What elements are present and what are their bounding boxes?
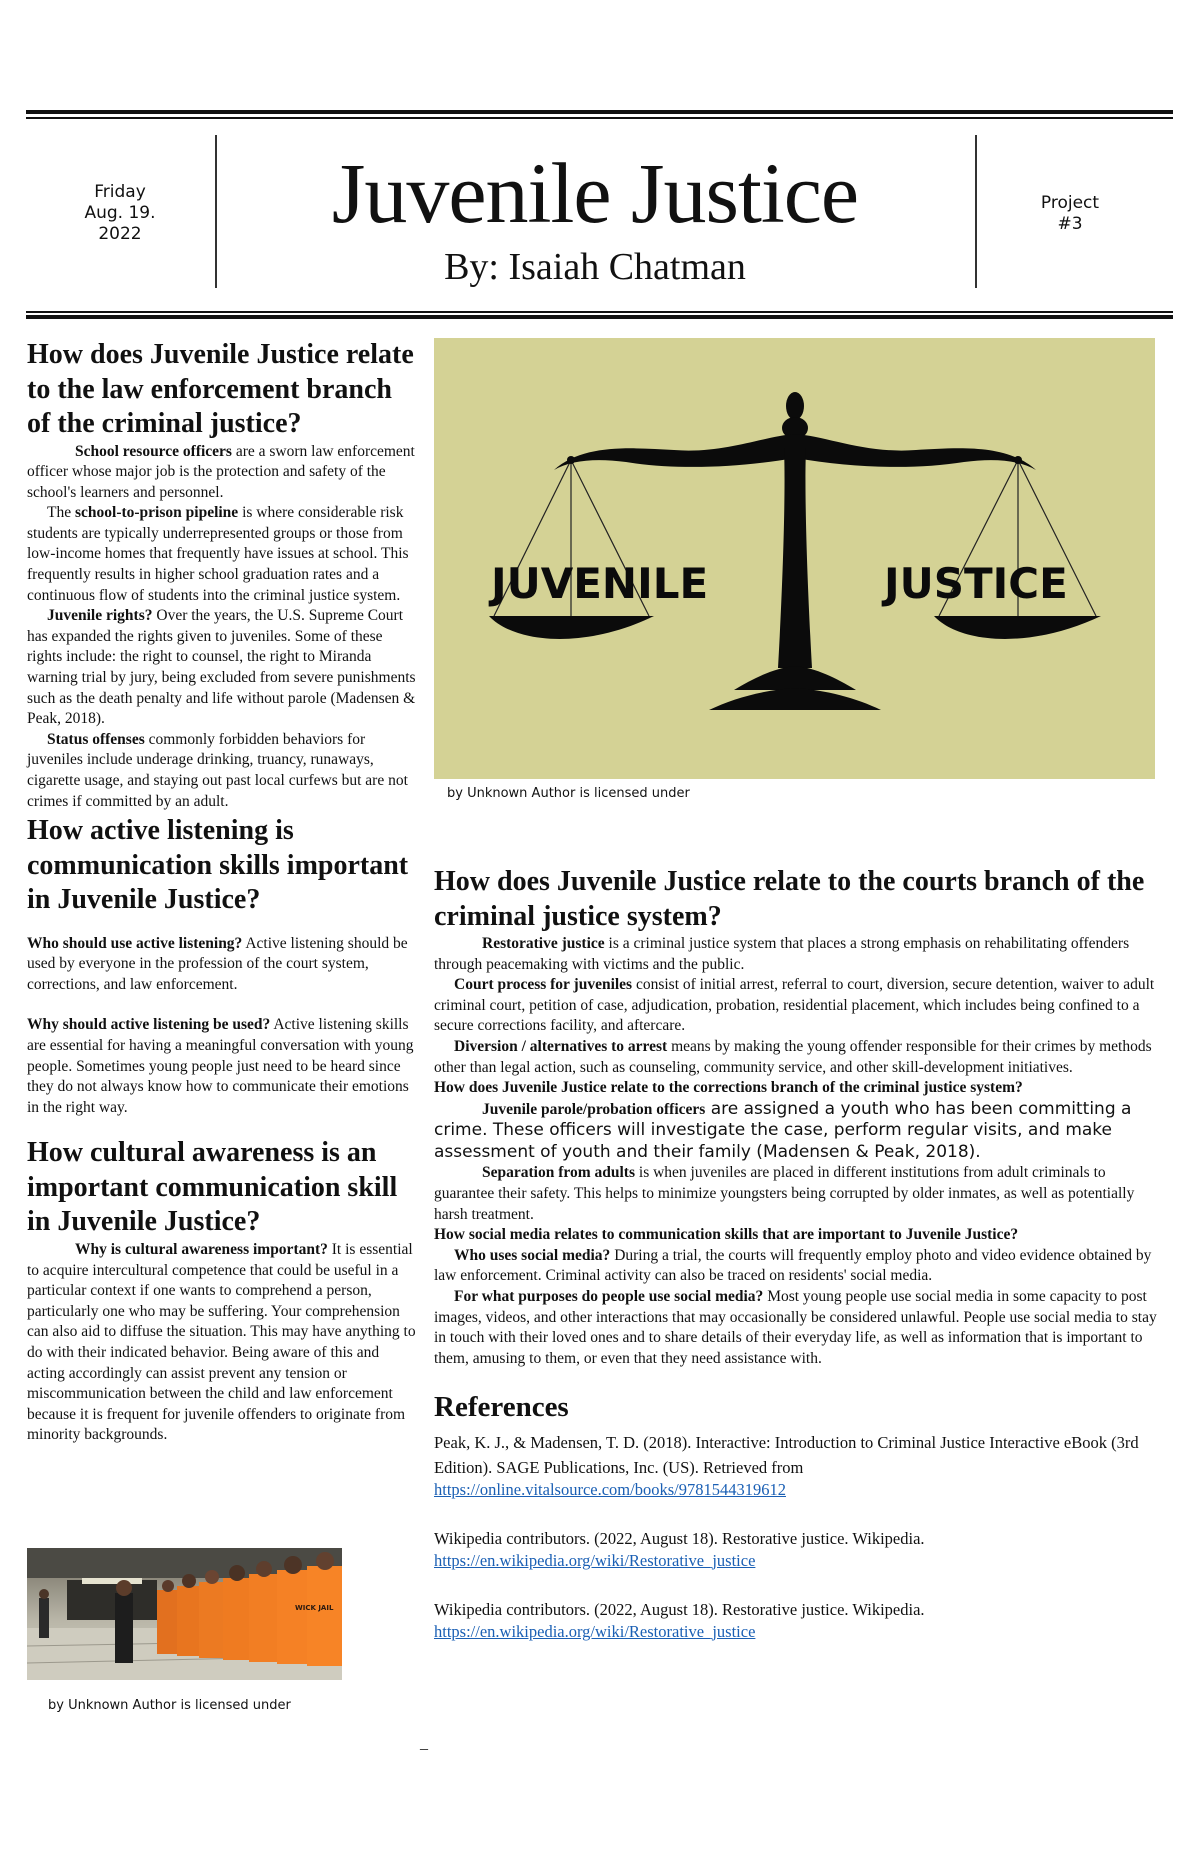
top-rule: [26, 110, 1173, 114]
project-text: Project: [1040, 193, 1100, 213]
reference-item: [434, 1430, 1166, 1500]
jail-photo-graphic: [27, 1548, 342, 1680]
term: School resource officers: [75, 442, 232, 460]
term: Restorative justice: [482, 935, 605, 952]
term: Separation from adults: [482, 1164, 636, 1182]
law-enforcement-heading: How does Juvenile Justice relate to the law enforcement branch of the criminal justice?: [27, 339, 414, 439]
answer: Active listening skills are essential for having a meaningful conversation with young people. Sometimes young people just need to be heard since they do not always know how to communicate their emotions in the right way.: [27, 1016, 414, 1116]
term: Juvenile parole/probation officers: [482, 1100, 706, 1118]
text: consist of initial arrest, referral to court, diversion, secure detention, waiver to adult criminal court, petition of case, adjudication, probation, residential placement, which includes being confined to a secure corrections facility, and aftercare.: [434, 976, 1155, 1035]
issue-year: 2022: [98, 224, 142, 244]
header-bottom-rule-thin: [26, 311, 1173, 313]
term: For what purposes do people use social media?: [454, 1287, 764, 1305]
courts-p2: [434, 975, 1166, 1037]
issue-date-text: Aug. 19.: [84, 203, 156, 223]
answer: Active listening should be used by everyone in the profession of the court system, corrections, and law enforcement.: [27, 934, 408, 993]
courts-p3: [434, 1037, 1166, 1078]
left-column: [27, 338, 420, 1446]
text: Most young people use social media in some capacity to post images, videos, and other interactions that may occasionally be considered unlawful. People use social media to stay in touch with their loved ones and to share details of their everyday life, as well as information that is important to them, amusing to them, or even that they need assistance with.: [434, 1287, 1157, 1367]
scales-graphic: [434, 338, 1155, 779]
corrections-p1: [434, 1099, 1166, 1164]
courts-heading: How does Juvenile Justice relate to the courts branch of the criminal justice system?: [434, 866, 1145, 932]
text: commonly forbidden behaviors for juveniles include underage drinking, truancy, runaways, cigarette usage, and staying out past local curfews but are not crimes if committed by an adult.: [27, 730, 408, 810]
jail-photo: [27, 1548, 342, 1680]
text: The: [47, 504, 75, 522]
corrections-p2: [434, 1163, 1166, 1225]
issue-date: [70, 182, 170, 245]
text: means by making the young offender responsible for their crimes by methods other than legal action, such as counseling, community service, and other skill-development initiatives.: [434, 1037, 1152, 1076]
text: are a sworn law enforcement officer whose major job is the protection and safety of the school's learners and personnel.: [27, 442, 415, 501]
header-divider-right: [975, 135, 977, 288]
law-enforcement-p3: [27, 606, 420, 730]
footer-mark: _: [420, 1735, 428, 1752]
law-enforcement-p2: [27, 503, 420, 606]
term: Status offenses: [47, 730, 145, 748]
question: Why is cultural awareness important?: [75, 1240, 328, 1258]
reference-item: [434, 1597, 1166, 1642]
reference-link[interactable]: https://en.wikipedia.org/wiki/Restorative_justice: [434, 1622, 756, 1642]
active-listening-p2: [27, 1015, 420, 1118]
project-label: [1020, 193, 1120, 235]
reference-link[interactable]: https://online.vitalsource.com/books/9781544319612: [434, 1480, 786, 1500]
header-divider-left: [215, 135, 217, 288]
text: is a criminal justice system that places a strong emphasis on rehabilitating offenders through peacemaking with victims and the public.: [434, 935, 1130, 973]
social-media-p2: [434, 1287, 1166, 1369]
project-number: #3: [1057, 214, 1083, 234]
reference-link[interactable]: https://en.wikipedia.org/wiki/Restorative_justice: [434, 1551, 756, 1571]
right-column: [434, 865, 1166, 1642]
text: are assigned a youth who has been committing a crime. These officers will investigate the case, perform regular visits, and make assessment of youth and their family (Madensen & Peak, 2018).: [434, 1098, 1132, 1162]
header-bottom-rule: [26, 315, 1173, 319]
reference-text: Wikipedia contributors. (2022, August 18). Restorative justice. Wikipedia.: [434, 1600, 925, 1620]
text: is where considerable risk students are typically underrepresented groups or those from low-income homes that frequently have issues at school. This frequently results in higher school graduation rates and a continuous flow of students into the criminal justice system.: [27, 504, 409, 604]
reference-text: Wikipedia contributors. (2022, August 18). Restorative justice. Wikipedia.: [434, 1529, 925, 1549]
corrections-heading: How does Juvenile Justice relate to the corrections branch of the criminal justice system?: [434, 1079, 1023, 1097]
question: Who should use active listening?: [27, 934, 243, 952]
law-enforcement-p4: [27, 730, 420, 812]
issue-day: Friday: [94, 182, 146, 202]
scales-image: [434, 338, 1155, 779]
scales-icon: [489, 392, 1101, 710]
term: school-to-prison pipeline: [74, 504, 239, 522]
cultural-awareness-p1: [27, 1240, 420, 1446]
reference-item: [434, 1526, 1166, 1571]
scales-left-word: JUVENILE: [491, 559, 709, 608]
answer: It is essential to acquire intercultural competence that could be useful in a particular context if one wants to comprehend a person, particularly one who may be suffering. Your comprehension can also aid to diffuse the situation. This may have anything to do with their indicated behavior. Being aware of this and acting accordingly can assist prevent any tension or miscommunication between the child and law enforcement because it is frequent for juvenile offenders to originate from minority backgrounds.: [27, 1240, 416, 1444]
term: Diversion / alternatives to arrest: [454, 1037, 668, 1055]
scales-image-caption: by Unknown Author is licensed under: [447, 786, 690, 801]
law-enforcement-p1: [27, 442, 420, 504]
scales-right-word: JUSTICE: [884, 559, 1068, 608]
jail-label: WICK JAIL: [295, 1604, 334, 1612]
jail-photo-caption: by Unknown Author is licensed under: [48, 1698, 291, 1713]
term: Who uses social media?: [454, 1246, 611, 1264]
reference-text: Peak, K. J., & Madensen, T. D. (2018). Interactive: Introduction to Criminal Justice Interactive eBook (3rd Edition). SAGE Publications, Inc. (US). Retrieved from: [434, 1433, 1139, 1478]
active-listening-p1: [27, 934, 420, 996]
text: During a trial, the courts will frequently employ photo and video evidence obtained by law enforcement. Criminal activity can also be traced on residents' social media.: [434, 1246, 1152, 1285]
page-title: Juvenile Justice: [331, 145, 859, 241]
question: Why should active listening be used?: [27, 1016, 271, 1034]
text: Over the years, the U.S. Supreme Court has expanded the rights given to juveniles. Some of these rights include: the right to counsel, the right to Miranda warning trial by jury, being excluded from severe punishments such as the death penalty and life without parole (Madensen & Peak, 2018).: [27, 607, 416, 728]
references-list: [434, 1430, 1166, 1642]
active-listening-heading: How active listening is communication skills important in Juvenile Justice?: [27, 815, 409, 916]
social-media-p1: [434, 1246, 1166, 1287]
text: is when juveniles are placed in different institutions from adult criminals to guarantee their safety. This helps to minimize youngsters being corrupted by older inmates, as well as potentially harsh treatment.: [434, 1164, 1135, 1223]
byline: By: Isaiah Chatman: [444, 246, 746, 288]
term: Juvenile rights?: [47, 607, 153, 625]
social-media-heading: How social media relates to communication skills that are important to Juvenile Justice?: [434, 1226, 1019, 1244]
references-heading: References: [434, 1391, 569, 1424]
courts-p1: [434, 934, 1166, 975]
cultural-awareness-heading: How cultural awareness is an important communication skill in Juvenile Justice?: [27, 1137, 398, 1238]
term: Court process for juveniles: [454, 976, 633, 994]
top-rule-thin: [26, 117, 1173, 119]
